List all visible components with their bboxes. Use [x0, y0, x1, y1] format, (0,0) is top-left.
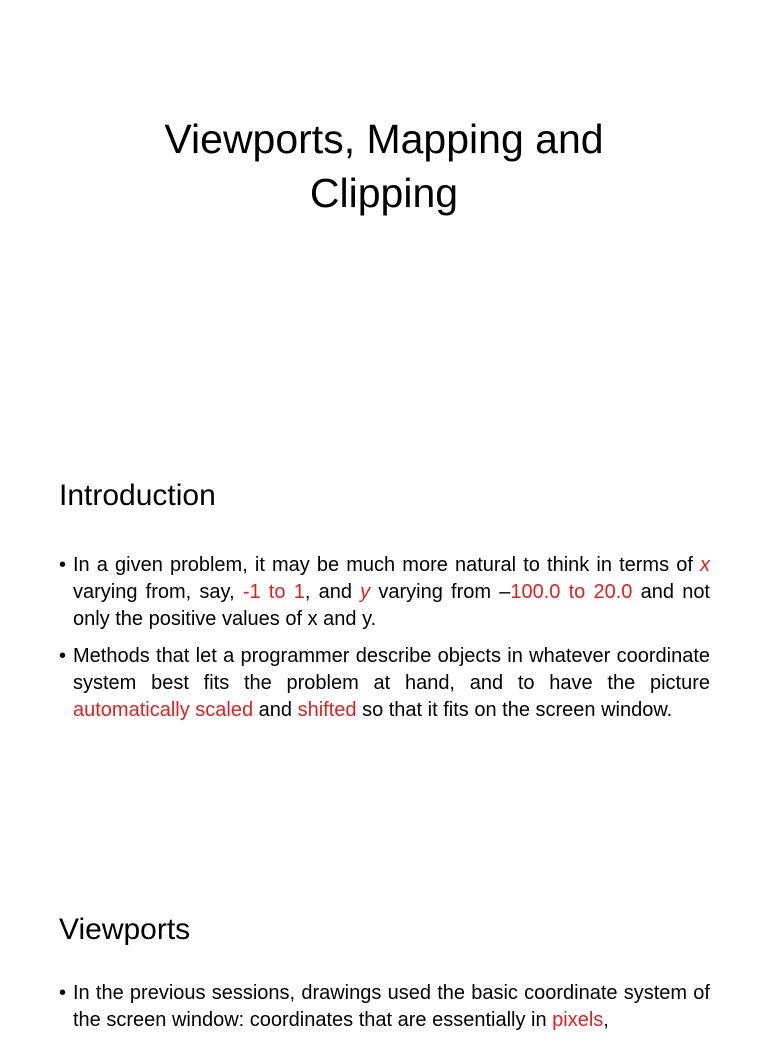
title-line-1: Viewports, Mapping and [164, 116, 604, 162]
var-y: y [360, 581, 371, 603]
bullet-natural-coordinates: • In a given problem, it may be much more natural to think in terms of x varying from, say, -1 to 1, and y varying from –100.0 to 20.0 and not only the positive values of x and y. [59, 552, 710, 633]
range-y: 100.0 to 20.0 [510, 581, 633, 603]
pixels: pixels [552, 1009, 604, 1031]
bullet-previous-sessions: • In the previous sessions, drawings used the basic coordinate system of the screen window: coordinates that are essentially in pixels, [59, 980, 710, 1034]
title-slide [0, 0, 768, 430]
bullet-methods: • Methods that let a programmer describe objects in whatever coordinate system best fits the problem at hand, and to have the picture automatically scaled and shifted so that it fits on the screen window. [59, 643, 710, 724]
shifted: shifted [297, 699, 357, 721]
viewports-slide [0, 888, 768, 1031]
viewports-heading: Viewports [59, 913, 191, 946]
introduction-slide [0, 440, 768, 880]
var-x: x [700, 554, 710, 576]
viewports-bullet-list [59, 980, 710, 1044]
introduction-heading: Introduction [59, 479, 216, 512]
range-x: -1 to 1 [242, 581, 305, 603]
automatically-scaled: automatically scaled [73, 699, 254, 721]
slide-title [0, 112, 768, 220]
title-line-2: Clipping [309, 170, 459, 216]
introduction-bullet-list [59, 552, 710, 734]
